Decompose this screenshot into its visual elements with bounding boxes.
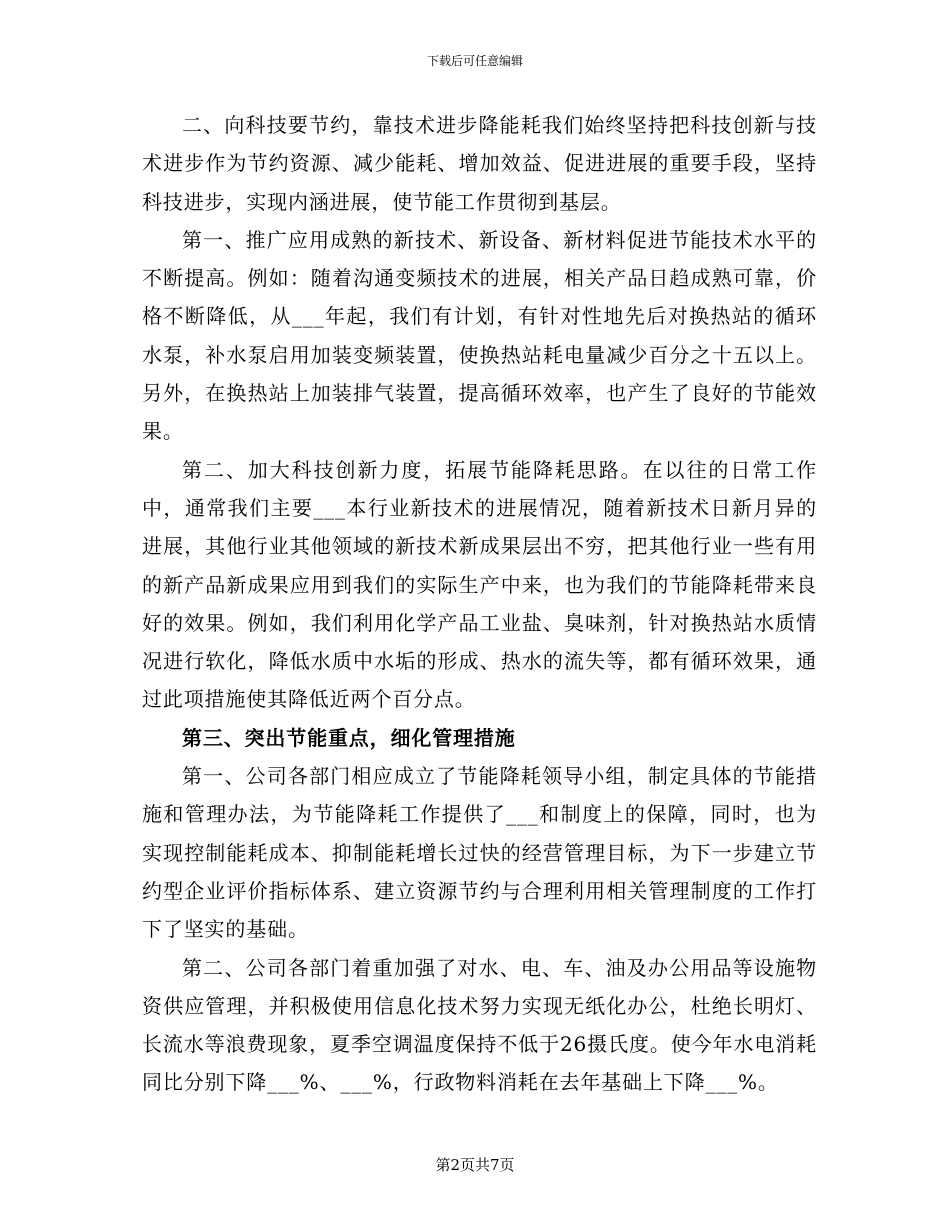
paragraph-innovation: 第二、加大科技创新力度，拓展节能降耗思路。在以往的日常工作中，通常我们主要___本行业新技术的进展情况，随着新技术日新月异的进展，其他行业其他领域的新技术新成果层出不穷，把其他行业一些有用的新产品新成果应用到我们的实际生产中来，也为我们的节能降耗带来良好的效果。例如，我们利用化学产品工业盐、臭味剂，针对换热站水质情况进行软化，降低水质中水垢的形成、热水的流失等，都有循环效果，通过此项措施使其降低近两个百分点。 [142,457,817,712]
paragraph-supply-management: 第二、公司各部门着重加强了对水、电、车、油及办公用品等设施物资供应管理，并积极使用信息化技术努力实现无纸化办公，杜绝长明灯、长流水等浪费现象，夏季空调温度保持不低于26摄氏度。使今年水电消耗同比分别下降___%、___%，行政物料消耗在去年基础上下降___%。 [142,955,817,1095]
paragraph-tech-savings: 二、向科技要节约，靠技术进步降能耗我们始终坚持把科技创新与技术进步作为节约资源、减少能耗、增加效益、促进进展的重要手段，坚持科技进步，实现内涵进展，使节能工作贯彻到基层。 [142,113,817,214]
document-body [142,106,817,1102]
page-number: 第2页共7页 [435,1156,515,1174]
paragraph-leadership-group: 第一、公司各部门相应成立了节能降耗领导小组，制定具体的节能措施和管理办法，为节能降耗工作提供了___和制度上的保障，同时，也为实现控制能耗成本、抑制能耗增长过快的经营管理目标，为下一步建立节约型企业评价指标体系、建立资源节约与合理利用相关管理制度的工作打下了坚实的基础。 [142,764,817,942]
section-heading: 第三、突出节能重点，细化管理措施 [182,725,516,750]
paragraph-new-technology: 第一、推广应用成熟的新技术、新设备、新材料促进节能技术水平的不断提高。例如：随着沟通变频技术的进展，相关产品日趋成熟可靠，价格不断降低，从___年起，我们有计划，有针对性地先后对换热站的循环水泵，补水泵启用加装变频装置，使换热站耗电量减少百分之十五以上。另外，在换热站上加装排气装置，提高循环效率，也产生了良好的节能效果。 [142,227,817,444]
header-note: 下载后可任意编辑 [426,54,523,68]
